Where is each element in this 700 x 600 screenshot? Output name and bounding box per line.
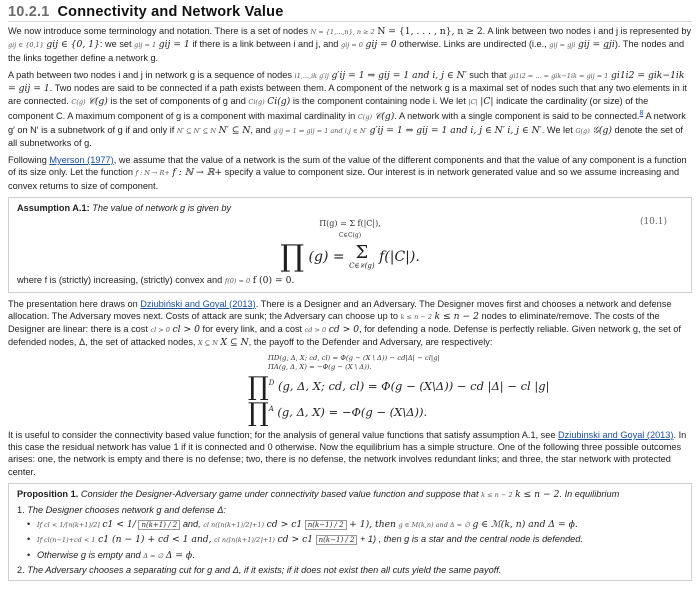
citation-link-myerson[interactable]: Myerson (1977) [49, 155, 114, 166]
inline-math: cd > c1 [277, 534, 314, 546]
inline-math: g′ij = 1 ⇒ gij = 1 and i, j ∈ N′ [331, 69, 467, 81]
bullet-item-1 [37, 518, 683, 531]
inline-math: gi1i2 = gik−1ik = gij = 1 [8, 69, 685, 95]
equation-10-1 [17, 216, 683, 275]
payoff-equations [248, 354, 692, 428]
text: We now introduce some terminology and notation. There is a set of nodes [8, 26, 308, 37]
text: , for defending a node. Defense is perfectly reliable. Given network g, the set of defended nodes, Δ, the set of attacked nodes, [8, 323, 681, 348]
inline-math-source: G(g) [575, 126, 590, 135]
text: ). The nodes and the links together define a network g. [8, 39, 685, 63]
inline-math-source: C(g) [71, 98, 86, 107]
inline-math: 𝒞(g) [374, 111, 395, 123]
inline-math-source: k ≤ n − 2 [400, 312, 432, 321]
equation-source [17, 218, 683, 242]
inline-math-source: If cl(n−1)+cd < 1 [37, 536, 96, 545]
inline-math-source: gij = 0 [340, 41, 363, 50]
inline-math: gij = 1 [158, 39, 190, 51]
inline-math-source: g ∈ M(k,n) and Δ = ∅ [398, 521, 470, 530]
text: specify a value to component size. Our interest is in network generated value and so we assume increasing and convex returns to size of component. [8, 167, 680, 191]
payoff-source-designer: ΠD(g, Δ, X; cd, cl) = Φ(g − (X \ Δ)) − cd|Δ| − cl|g| [268, 354, 440, 363]
inline-math-source: N′ ⊆ N′ ⊆ N [176, 126, 217, 135]
inline-math: g′ij = 1 ⇒ gij = 1 and i, j ∈ N′ [369, 124, 505, 136]
inline-math-source: cd > 0 [304, 325, 327, 334]
text: . In this case the residual network has value 1 if it is connected and 0 otherwise. Now the equilibrium has a simple structure. One of the following three possible outcomes arises: one, the network is empty and there is no defense; two, there is no defense, the network involves redundant links; and three, the star network with protected center. [8, 429, 687, 477]
text: It is useful to consider the connectivity based value function; for the analysis of general value functions that satisfy assumption A.1, see [8, 429, 556, 440]
inline-math-source: gij ∈ {0,1} [8, 41, 44, 50]
inline-math-source: |C| [468, 98, 478, 107]
equation-text: Π(g) = Σ f(|C|), [319, 218, 381, 228]
inline-math: Ci(g) [267, 96, 291, 108]
inline-math: + 1), then [349, 519, 396, 531]
text: , we assume that the value of a network is the sum of the value of the different components and that the value of any component is a function of its size only. Let the function [8, 155, 687, 178]
item-number: 2. [17, 564, 25, 575]
inline-math: gij = 0 [365, 39, 397, 51]
inline-math: k ≤ n − 2 [434, 310, 479, 322]
text: . A link between two nodes i and j is represented by [482, 26, 692, 37]
inline-math: f : ℕ → ℝ+ [172, 167, 223, 179]
inline-math-source: If cl < 1/⌈n(k+1)/2⌉ [37, 521, 100, 530]
inline-math-source: Ci(g) [248, 98, 265, 107]
product-symbol: ∏ [248, 397, 269, 428]
inline-math-source: C(g) [357, 113, 373, 122]
proposition-label: Proposition 1. [17, 488, 79, 499]
proposition-box [8, 483, 692, 581]
sum-symbol: Σ [355, 242, 369, 264]
product-symbol: ∏ [248, 372, 269, 403]
proposition-text: Consider the Designer-Adversary game under connectivity based value function and suppose that [80, 488, 479, 499]
text: for every link, and a cost [202, 323, 303, 334]
sum-subscript: C∈𝒞(g) [349, 262, 375, 271]
text: The presentation here draws on [8, 298, 138, 309]
bullet-item-3 [37, 549, 683, 562]
inline-math: cd > c1 [266, 519, 303, 531]
text: such that [469, 69, 507, 80]
inline-math-source: cl n(⌈n(k+1)/2⌉+1) [203, 521, 265, 530]
inline-math-source: i1,...,ik g′ij [294, 71, 329, 80]
inline-math: g ∈ ℳ(k, n) and Δ = ϕ. [472, 519, 578, 531]
paragraph-value-function [8, 154, 692, 192]
superscript: D [268, 379, 275, 388]
equation-subscript: C∈C(g) [338, 232, 362, 240]
text: indicate the cardinality (or size) of the component C. A maximum component of g is a component with maximal cardinality in [8, 96, 649, 122]
inline-math-source: gi1i2 = ... = gik−1ik = gij = 1 [509, 71, 609, 80]
payoff-designer [248, 372, 692, 403]
assumption-label: Assumption A.1: [17, 202, 90, 213]
inline-math: |C| [480, 96, 494, 108]
paragraph-connectivity [8, 429, 692, 478]
inline-math: X ⊆ N [220, 337, 249, 349]
sum-block [349, 244, 375, 270]
inline-math: Δ = ϕ. [165, 549, 196, 561]
text: . We let [541, 124, 573, 135]
inline-math: i, j ∈ N′ [507, 124, 542, 136]
inline-math: gij ∈ {0, 1} [46, 39, 100, 51]
superscript: A [268, 405, 274, 414]
text: where f is (strictly) increasing, (strictly) convex and [17, 275, 223, 286]
inline-math: c1 (n − 1) + cd < 1 and, [98, 534, 212, 546]
text: nodes to eliminate/remove. The costs of the Designer are linear: there is a cost [8, 310, 660, 334]
text: is the set of components of g and [110, 96, 246, 107]
inline-math: 𝒞(g) [88, 96, 108, 108]
payoff-source-adversary: ΠA(g, Δ, X) = −Φ(g − (X \ Δ)). [268, 363, 372, 372]
inline-math: N′ ⊆ N [218, 124, 251, 136]
inline-math: N = {1, . . . , n}, n ≥ 2 [377, 26, 483, 38]
fraction: n(k−1) / 2 [316, 535, 358, 545]
equation-text: (g, Δ, X) = −Φ(g − (X\Δ)). [277, 404, 428, 419]
paragraph-designer-adversary [8, 298, 692, 350]
assumption-box [8, 197, 692, 293]
text: . Two nodes are said to be connected if a path exists between them. A component of the network g is a maximal set of nodes such that any two elements in it are connected. [8, 83, 687, 107]
proposition-text: . In equilibrium [559, 488, 620, 499]
text: denote the set of all subnetworks of g. [8, 124, 683, 148]
inline-math: gij = gji [577, 39, 615, 51]
paragraph-path [8, 69, 692, 149]
text: + 1) , then g is a star and the central node is defended. [360, 534, 583, 545]
inline-math: c1 < 1/ [102, 519, 136, 531]
inline-math-source: N = {1,...,n}, n ≥ 2 [310, 28, 375, 37]
inline-math-source: gij = gji [549, 41, 576, 50]
text: is the component containing node i. We let [292, 96, 466, 107]
product-symbol: ∏ [280, 239, 305, 275]
text: Following [8, 155, 47, 166]
text: A path between two nodes i and j in network g is a sequence of nodes [8, 69, 292, 80]
text: . A network with a single component is said to be connected. [394, 111, 640, 122]
text: and, [182, 519, 201, 530]
fraction: n(k+1) / 2 [138, 520, 180, 530]
inline-math-source: cl n(⌈n(k+1)/2⌉+1) [214, 536, 275, 545]
proposition-item-2 [17, 564, 683, 576]
inline-math-source: g′ij = 1 ⇒ gij = 1 and i,j ∈ N′ [273, 126, 367, 135]
citation-link-dziubinski-2[interactable]: Dziubinski and Goyal (2013) [558, 429, 674, 440]
inline-math-source: gij = 1 [134, 41, 157, 50]
text: otherwise. Links are undirected (i.e., [399, 39, 547, 50]
inline-math: k ≤ n − 2 [515, 488, 560, 500]
assumption-text: The value of network g is given by [92, 202, 232, 213]
proposition-item-1 [17, 504, 683, 562]
equation-text: (g, Δ, X; cd, cl) = Φ(g − (X\Δ)) − cd |Δ| − cl |g| [277, 379, 550, 394]
fraction: n(k−1) / 2 [305, 520, 347, 530]
equation-rendered [17, 239, 683, 275]
paragraph-notation [8, 25, 692, 64]
inline-math: 𝒢(g) [592, 124, 612, 136]
text: : we set [99, 39, 132, 50]
item-text: The Designer chooses network g and defense Δ: [27, 505, 226, 515]
inline-math-source: X ⊆ N [198, 339, 218, 348]
citation-link-dziubinski[interactable]: Dziubiński and Goyal (2013) [140, 298, 256, 309]
text: Otherwise g is empty and [37, 549, 141, 560]
inline-math-source: Δ = ∅ [143, 551, 164, 560]
bullet-list [17, 518, 683, 562]
inline-math: cd > 0 [328, 323, 360, 335]
inline-math: cl > 0 [172, 323, 200, 335]
text: A network g′ on N′ is a subnetwork of g if and only if [8, 111, 686, 135]
item-text: The Adversary chooses a separating cut for g and Δ, if it exists; if it does not exist then all cuts yield the same payoff. [27, 564, 502, 575]
inline-math-source: cl > 0 [150, 325, 170, 334]
section-title: Connectivity and Network Value [57, 4, 284, 20]
text: if there is a link between i and j, and [192, 39, 339, 50]
footnote-link[interactable]: 8 [639, 110, 644, 118]
equation-lhs: (g) = [308, 249, 345, 266]
inline-math-source: k ≤ n − 2 [481, 490, 513, 499]
bullet-item-2 [37, 533, 683, 546]
inline-math-source: f : N → R+ [135, 169, 170, 178]
text: , and [250, 124, 271, 135]
section-heading [8, 6, 692, 22]
text: . There is a Designer and an Adversary. The Designer moves first and chooses a network and defense allocation. The Adversary moves next. Costs of attack are sunk; the Adversary can choose up to [8, 298, 672, 321]
text: , the payoff to the Defender and Adversary, are respectively: [248, 337, 493, 348]
payoff-adversary [248, 397, 692, 428]
inline-math: f (0) = 0. [252, 275, 295, 287]
equation-number: (10.1) [639, 216, 667, 227]
inline-math-source: f(0) = 0 [224, 277, 251, 286]
equation-rhs: f(|C|). [379, 249, 420, 266]
section-number: 10.2.1 [8, 4, 50, 20]
item-number: 1. [17, 505, 25, 515]
